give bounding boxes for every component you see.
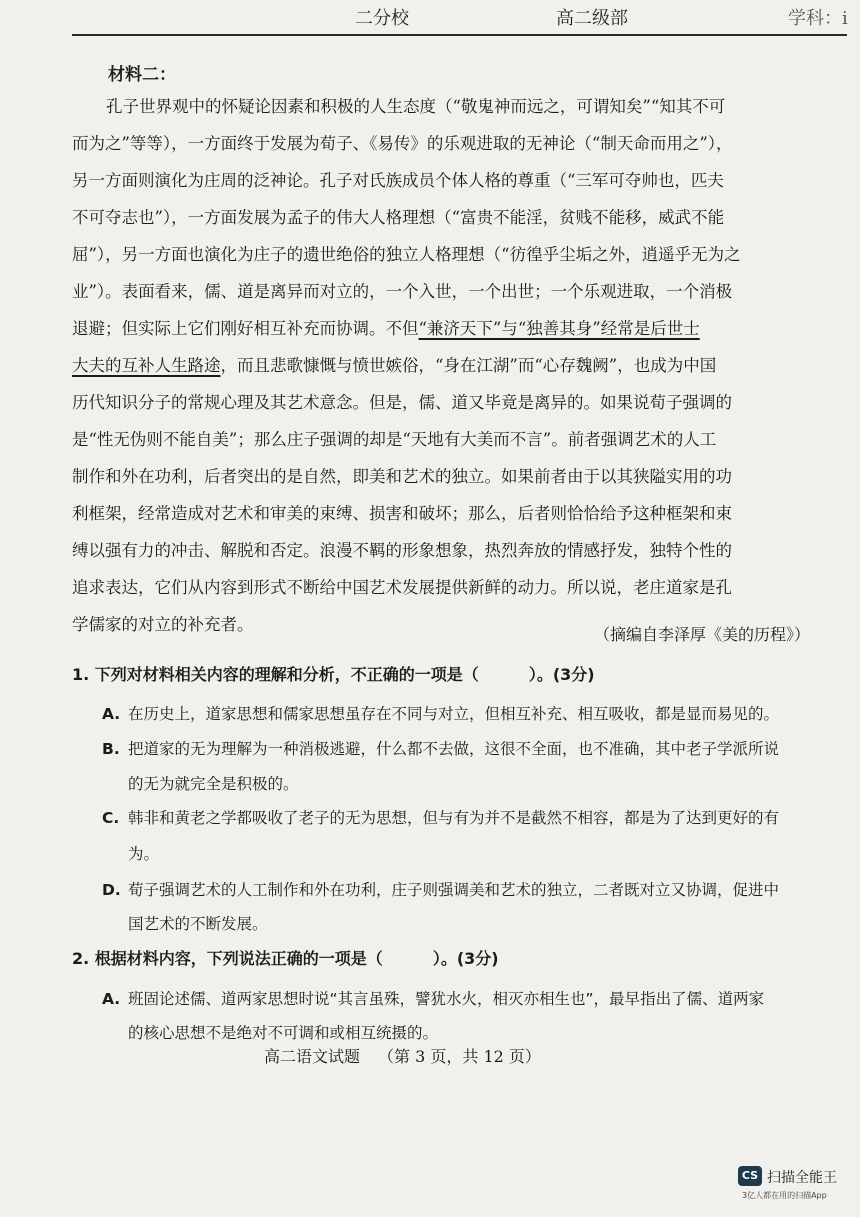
camscanner-logo-icon: CS [738,1166,762,1186]
passage-line: 另一方面则演化为庄周的泛神论。孔子对氏族成员个体人格的尊重（“三军可夺帅也，匹夫 [72,171,724,190]
page-header [0,0,860,40]
passage-line: 追求表达，它们从内容到形式不断给中国艺术发展提供新鲜的动力。所以说，老庄道家是孔 [72,578,732,597]
option-1b [102,737,779,759]
option-text: 班固论述儒、道两家思想时说“其言虽殊，譬犹水火，相灭亦相生也”，最早指出了儒、道两家 [128,990,765,1008]
option-text-cont: 的核心思想不是绝对不可调和或相互统摄的。 [128,1024,439,1042]
underlined-phrase: “兼济天下”与“独善其身”经常是后世士 [418,319,700,338]
header-subject: 学科：i [788,8,848,29]
question-number: 1. [72,665,90,684]
option-letter: B. [102,740,120,758]
option-letter: C. [102,809,120,827]
underlined-phrase: 大夫的互补人生路途 [72,356,221,375]
passage-line: 学儒家的对立的补充者。 [72,615,254,634]
watermark-name: 扫描全能王 [767,1170,837,1186]
question-score: ）。(3分) [528,665,595,684]
option-letter: A. [102,705,121,723]
option-2a [102,987,764,1009]
passage-line: 制作和外在功利，后者突出的是自然，即美和艺术的独立。如果前者由于以其狭隘实用的功 [72,467,732,486]
question-1 [72,662,595,685]
question-stem: 根据材料内容，下列说法正确的一项是（ [94,949,383,968]
scanner-watermark [738,1166,848,1206]
option-text-cont: 的无为就完全是积极的。 [128,775,299,793]
option-letter: A. [102,990,121,1008]
question-number: 2. [72,949,90,968]
question-score: ）。(3分) [432,949,499,968]
passage-line: 屈”），另一方面也演化为庄子的遗世绝俗的独立人格理想（“彷徨乎尘垢之外，逍遥乎无为之 [72,245,741,264]
header-school: 二分校 [355,8,409,29]
question-2 [72,946,499,969]
option-text-cont: 国艺术的不断发展。 [128,915,268,933]
page-footer [264,1044,541,1067]
passage-line: 而为之”等等），一方面终于发展为荀子、《易传》的乐观进取的无神论（“制天命而用之”）， [72,134,733,153]
option-letter: D. [102,881,121,899]
option-text: 在历史上，道家思想和儒家思想虽存在不同与对立，但相互补充、相互吸收，都是显而易见的。 [128,705,780,723]
footer-page: （第 3 页，共 12 页） [378,1047,541,1066]
header-rule [72,34,847,36]
material-title: 材料二： [108,65,176,85]
option-text: 韩非和黄老之学都吸收了老子的无为思想，但与有为并不是截然不相容，都是为了达到更好的有 [128,809,780,827]
header-dept: 高二级部 [556,8,628,29]
passage-line: 历代知识分子的常规心理及其艺术意念。但是，儒、道又毕竟是离异的。如果说荀子强调的 [72,393,732,412]
passage-line: 利框架，经常造成对艺术和审美的束缚、损害和破坏；那么，后者则恰恰给予这种框架和束 [72,504,732,523]
option-text-cont: 为。 [128,845,160,863]
source-citation: （摘编自李泽厚《美的历程》） [593,625,810,644]
option-text: 荀子强调艺术的人工制作和外在功利，庄子则强调美和艺术的独立，二者既对立又协调，促进中 [128,881,780,899]
option-1d [102,878,779,900]
passage-text: ，而且悲歌慷慨与愤世嫉俗，“身在江湖”而“心存魏阙”，也成为中国 [220,356,717,375]
watermark-tagline: 3亿人都在用的扫描App [742,1191,827,1200]
passage-line: 不可夺志也”），一方面发展为孟子的伟大人格理想（“富贵不能淫，贫贱不能移，威武不能 [72,208,725,227]
passage-line: 是“性无伪则不能自美”；那么庄子强调的却是“天地有大美而不言”。前者强调艺术的人工 [72,430,717,449]
passage-line: 缚以强有力的冲击、解脱和否定。浪漫不羁的形象想象，热烈奔放的情感抒发，独特个性的 [72,541,732,560]
option-1c [102,806,779,828]
passage-line [72,347,827,384]
footer-title: 高二语文试题 [264,1047,361,1066]
passage-line [72,310,827,347]
passage-line: 孔子世界观中的怀疑论因素和积极的人生态度（“敬鬼神而远之，可谓知矣”“知其不可 [106,97,726,116]
option-1a [102,702,779,724]
passage [72,88,827,643]
option-text: 把道家的无为理解为一种消极逃避，什么都不去做，这很不全面，也不准确，其中老子学派所说 [128,740,780,758]
question-stem: 下列对材料相关内容的理解和分析，不正确的一项是（ [94,665,479,684]
passage-line: 业”）。表面看来，儒、道是离异而对立的，一个入世，一个出世；一个乐观进取，一个消极 [72,282,733,301]
passage-text: 退避；但实际上它们刚好相互补充而协调。不但 [72,319,419,338]
